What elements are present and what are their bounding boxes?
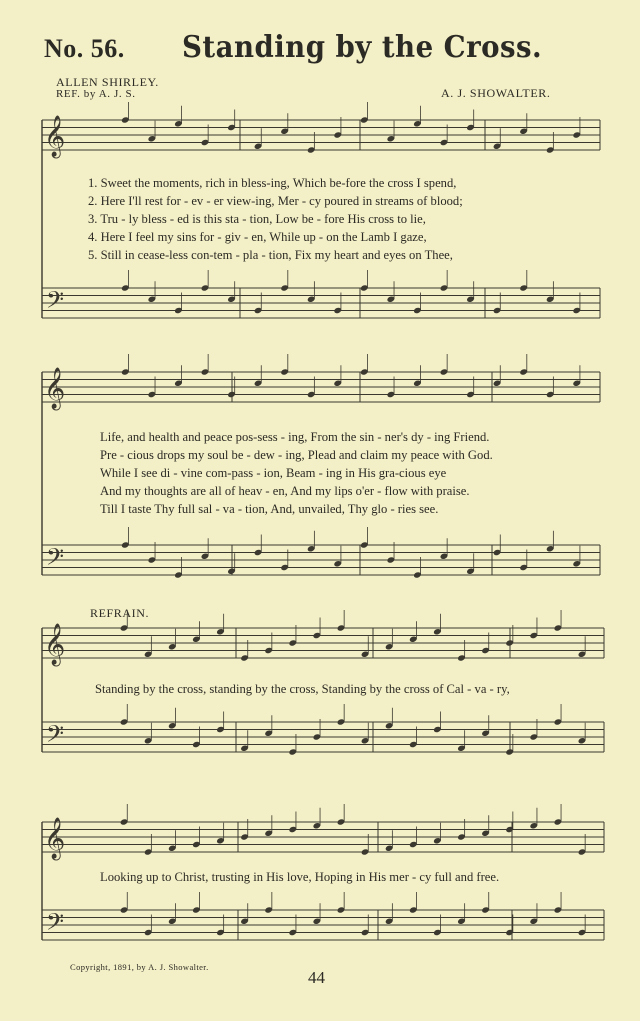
note-head	[168, 918, 177, 925]
note-head	[254, 549, 263, 556]
note-head	[466, 568, 475, 575]
note-head	[385, 845, 394, 852]
note-head	[493, 143, 502, 150]
note-head	[254, 380, 263, 387]
note-head	[333, 560, 342, 567]
note-head	[413, 380, 422, 387]
note-head	[554, 906, 563, 913]
note-head	[337, 718, 346, 725]
note-head	[505, 639, 514, 646]
note-head	[361, 929, 370, 936]
refrain-credit: REF. by A. J. S.	[56, 88, 136, 100]
note-head	[409, 636, 418, 643]
note-head	[519, 128, 528, 135]
note-head	[254, 143, 263, 150]
note-head	[481, 647, 490, 654]
refrain-label: REFRAIN.	[90, 606, 150, 620]
note-head	[264, 906, 273, 913]
note-head	[216, 837, 225, 844]
note-head	[360, 541, 369, 548]
note-head	[333, 131, 342, 138]
note-head	[493, 380, 502, 387]
note-head	[120, 906, 129, 913]
note-head	[385, 918, 394, 925]
lyric-line: 4. Here I feel my sins for - giv - en, While up - on the Lamb I gaze,	[88, 230, 427, 244]
note-head	[144, 929, 153, 936]
note-head	[280, 368, 289, 375]
note-head	[168, 643, 177, 650]
note-head	[433, 837, 442, 844]
note-head	[227, 568, 236, 575]
note-head	[529, 632, 538, 639]
author-credit: ALLEN SHIRLEY.	[56, 75, 159, 89]
refrain-lyric-line-2: Looking up to Christ, trusting in His love, Hoping in His mer - cy full and free.	[100, 870, 500, 884]
note-head	[201, 284, 210, 291]
note-head	[120, 718, 129, 725]
note-head	[440, 553, 449, 560]
hymn-number: No. 56.	[44, 34, 125, 63]
note-head	[174, 380, 183, 387]
note-head	[148, 391, 157, 398]
note-head	[409, 841, 418, 848]
note-head	[360, 368, 369, 375]
note-head	[457, 745, 466, 752]
note-head	[192, 636, 201, 643]
note-head	[216, 628, 225, 635]
lyric-line: While I see di - vine com-pass - ion, Beam - ing in His gra-cious eye	[100, 466, 447, 480]
note-head	[361, 651, 370, 658]
note-head	[280, 564, 289, 571]
note-head	[572, 307, 581, 314]
treble-clef-icon: 𝄞	[44, 818, 66, 859]
note-head	[227, 296, 236, 303]
note-head	[337, 818, 346, 825]
note-head	[121, 284, 130, 291]
note-head	[120, 624, 129, 631]
note-head	[201, 553, 210, 560]
note-head	[307, 296, 316, 303]
verse-lyrics-part1	[88, 176, 463, 266]
note-head	[120, 818, 129, 825]
note-head	[409, 906, 418, 913]
note-head	[361, 848, 370, 855]
treble-clef-icon: 𝄞	[44, 368, 66, 409]
note-head	[361, 737, 370, 744]
note-head	[121, 541, 130, 548]
note-head	[313, 918, 322, 925]
note-head	[554, 718, 563, 725]
note-head	[572, 560, 581, 567]
note-head	[337, 906, 346, 913]
note-head	[413, 307, 422, 314]
note-head	[264, 647, 273, 654]
note-head	[481, 730, 490, 737]
hymn-title: Standing by the Cross.	[182, 30, 543, 65]
note-head	[201, 139, 210, 146]
note-head	[174, 571, 183, 578]
note-head	[168, 845, 177, 852]
note-head	[457, 918, 466, 925]
copyright-notice: Copyright, 1891, by A. J. Showalter.	[70, 962, 209, 972]
lyric-line: Pre - cious drops my soul be - dew - ing, Plead and claim my peace with God.	[100, 448, 493, 462]
refrain-lyric-line-1: Standing by the cross, standing by the cross, Standing by the cross of Cal - va - ry,	[95, 682, 510, 696]
note-head	[505, 748, 514, 755]
note-head	[240, 833, 249, 840]
note-head	[457, 833, 466, 840]
note-head	[264, 730, 273, 737]
note-head	[433, 628, 442, 635]
note-head	[313, 822, 322, 829]
treble-clef-icon: 𝄞	[44, 624, 66, 665]
note-head	[307, 146, 316, 153]
note-head	[280, 284, 289, 291]
note-head	[227, 124, 236, 131]
note-head	[413, 120, 422, 127]
note-head	[440, 368, 449, 375]
note-head	[201, 368, 210, 375]
note-head	[333, 380, 342, 387]
note-head	[174, 120, 183, 127]
note-head	[174, 307, 183, 314]
note-head	[546, 545, 555, 552]
note-head	[481, 906, 490, 913]
composer-credit: A. J. SHOWALTER.	[441, 86, 551, 100]
note-head	[409, 741, 418, 748]
note-head	[288, 748, 297, 755]
note-head	[280, 128, 289, 135]
note-head	[529, 918, 538, 925]
note-head	[192, 741, 201, 748]
note-head	[529, 822, 538, 829]
note-head	[240, 918, 249, 925]
lyric-line: 1. Sweet the moments, rich in bless-ing, Which be-fore the cross I spend,	[88, 176, 457, 190]
note-head	[307, 391, 316, 398]
note-head	[387, 135, 396, 142]
note-head	[572, 380, 581, 387]
note-head	[519, 564, 528, 571]
verse-lyrics-part2	[100, 430, 493, 520]
note-head	[144, 737, 153, 744]
note-head	[546, 391, 555, 398]
bass-clef-icon: 𝄢	[46, 286, 65, 319]
note-head	[505, 826, 514, 833]
note-head	[121, 116, 130, 123]
note-head	[387, 556, 396, 563]
note-head	[529, 733, 538, 740]
lyric-line: Till I taste Thy full sal - va - tion, And, unvailed, Thy glo - ries see.	[100, 502, 439, 516]
note-head	[466, 296, 475, 303]
note-head	[121, 368, 130, 375]
note-head	[360, 284, 369, 291]
note-head	[519, 368, 528, 375]
note-head	[227, 391, 236, 398]
page-number: 44	[308, 968, 325, 987]
note-head	[385, 643, 394, 650]
lyric-line: 3. Tru - ly bless - ed is this sta - tion, Low be - fore His cross to lie,	[88, 212, 426, 226]
note-head	[440, 284, 449, 291]
note-head	[546, 146, 555, 153]
note-head	[578, 929, 587, 936]
lyric-line: Life, and health and peace pos-sess - ing, From the sin - ner's dy - ing Friend.	[100, 430, 490, 444]
note-head	[519, 284, 528, 291]
note-head	[554, 624, 563, 631]
note-head	[481, 830, 490, 837]
note-head	[288, 929, 297, 936]
note-head	[505, 929, 514, 936]
note-head	[148, 135, 157, 142]
note-head	[413, 571, 422, 578]
note-head	[387, 391, 396, 398]
note-head	[457, 654, 466, 661]
note-head	[333, 307, 342, 314]
note-head	[385, 722, 394, 729]
note-head	[240, 654, 249, 661]
note-head	[264, 830, 273, 837]
lyric-line: 2. Here I'll rest for - ev - er view-ing, Mer - cy poured in streams of blood;	[88, 194, 463, 208]
note-head	[192, 841, 201, 848]
note-head	[148, 296, 157, 303]
note-head	[307, 545, 316, 552]
note-head	[572, 131, 581, 138]
note-head	[254, 307, 263, 314]
note-head	[288, 639, 297, 646]
note-head	[440, 139, 449, 146]
treble-clef-icon: 𝄞	[44, 116, 66, 157]
note-head	[144, 848, 153, 855]
note-head	[433, 929, 442, 936]
note-head	[466, 124, 475, 131]
note-head	[192, 906, 201, 913]
note-head	[466, 391, 475, 398]
note-head	[493, 307, 502, 314]
note-head	[546, 296, 555, 303]
note-head	[360, 116, 369, 123]
note-head	[387, 296, 396, 303]
note-head	[313, 733, 322, 740]
lyric-line: And my thoughts are all of heav - en, And my lips o'er - flow with praise.	[100, 484, 470, 498]
note-head	[578, 651, 587, 658]
note-head	[313, 632, 322, 639]
note-head	[168, 722, 177, 729]
note-head	[578, 737, 587, 744]
note-head	[578, 848, 587, 855]
note-head	[433, 726, 442, 733]
lyric-line: 5. Still in cease-less con-tem - pla - tion, Fix my heart and eyes on Thee,	[88, 248, 453, 262]
bass-clef-icon: 𝄢	[46, 543, 65, 576]
note-head	[216, 929, 225, 936]
note-head	[144, 651, 153, 658]
note-head	[554, 818, 563, 825]
note-head	[216, 726, 225, 733]
bass-clef-icon: 𝄢	[46, 908, 65, 941]
note-head	[337, 624, 346, 631]
note-head	[240, 745, 249, 752]
note-head	[288, 826, 297, 833]
note-head	[148, 556, 157, 563]
bass-clef-icon: 𝄢	[46, 720, 65, 753]
note-head	[493, 549, 502, 556]
